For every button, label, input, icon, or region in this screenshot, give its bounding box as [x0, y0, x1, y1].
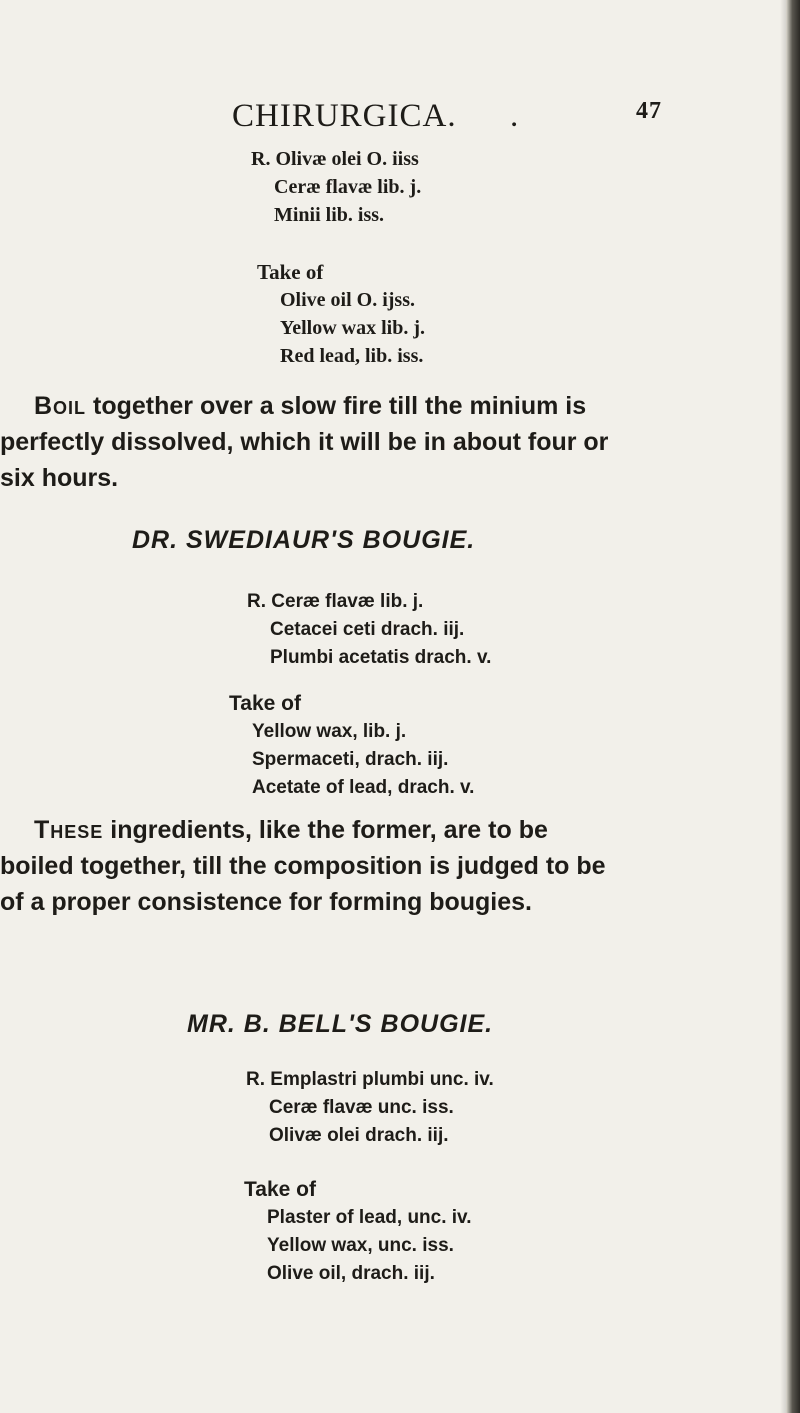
- paragraph-line: These ingredients, like the former, are to be: [34, 816, 548, 844]
- english-line: Red lead, lib. iss.: [280, 345, 424, 367]
- take-of-label: Take of: [244, 1178, 316, 1201]
- paragraph-boil: [0, 388, 712, 496]
- latin-line: Plumbi acetatis drach. v.: [270, 647, 492, 668]
- latin-line: R. Ceræ flavæ lib. j.: [247, 591, 424, 612]
- running-header: [232, 98, 692, 138]
- latin-line: Cetacei ceti drach. iij.: [270, 619, 465, 640]
- paragraph-line: boiled together, till the composition is judged to be: [0, 852, 606, 880]
- latin-line: Ceræ flavæ unc. iss.: [269, 1097, 454, 1118]
- page-binding-shadow: [780, 0, 786, 1413]
- recipe-latin-2: [247, 588, 491, 672]
- english-line: Plaster of lead, unc. iv.: [267, 1207, 472, 1228]
- take-of-label: Take of: [229, 692, 301, 715]
- latin-line: R. Emplastri plumbi unc. iv.: [246, 1069, 494, 1090]
- english-line: Spermaceti, drach. iij.: [252, 749, 449, 770]
- paragraph-line: perfectly dissolved, which it will be in about four or: [0, 428, 609, 456]
- page-number: 47: [636, 98, 662, 124]
- paragraph-lead-word: These: [34, 816, 104, 844]
- english-line: Acetate of lead, drach. v.: [252, 777, 475, 798]
- latin-line: R. Olivæ olei O. iiss: [251, 148, 419, 170]
- latin-line: Olivæ olei drach. iij.: [269, 1125, 449, 1146]
- header-separator: .: [510, 98, 520, 134]
- recipe-latin-3: [246, 1066, 494, 1150]
- recipe-latin-1: [251, 145, 421, 229]
- english-line: Yellow wax, unc. iss.: [267, 1235, 454, 1256]
- english-line: Olive oil, drach. iij.: [267, 1263, 435, 1284]
- section-title-bell: MR. B. BELL'S BOUGIE.: [187, 1010, 494, 1038]
- recipe-english-1: [257, 258, 425, 370]
- english-line: Yellow wax lib. j.: [280, 317, 425, 339]
- page-binding-edge: [786, 0, 800, 1413]
- english-line: Yellow wax, lib. j.: [252, 721, 407, 742]
- paragraph-line: six hours.: [0, 464, 119, 492]
- latin-line: Minii lib. iss.: [274, 204, 385, 226]
- paragraph-these: [0, 812, 712, 920]
- recipe-english-3: [244, 1176, 472, 1288]
- paragraph-line: of a proper consistence for forming bougies.: [0, 888, 533, 916]
- latin-line: Ceræ flavæ lib. j.: [274, 176, 422, 198]
- paragraph-line: Boil together over a slow fire till the minium is: [34, 392, 587, 420]
- recipe-english-2: [229, 690, 474, 802]
- paragraph-lead-word: Boil: [34, 392, 87, 420]
- english-line: Olive oil O. ijss.: [280, 289, 415, 311]
- section-title-swediaur: DR. SWEDIAUR'S BOUGIE.: [132, 526, 476, 554]
- running-title: CHIRURGICA.: [232, 98, 457, 134]
- take-of-label: Take of: [257, 260, 324, 284]
